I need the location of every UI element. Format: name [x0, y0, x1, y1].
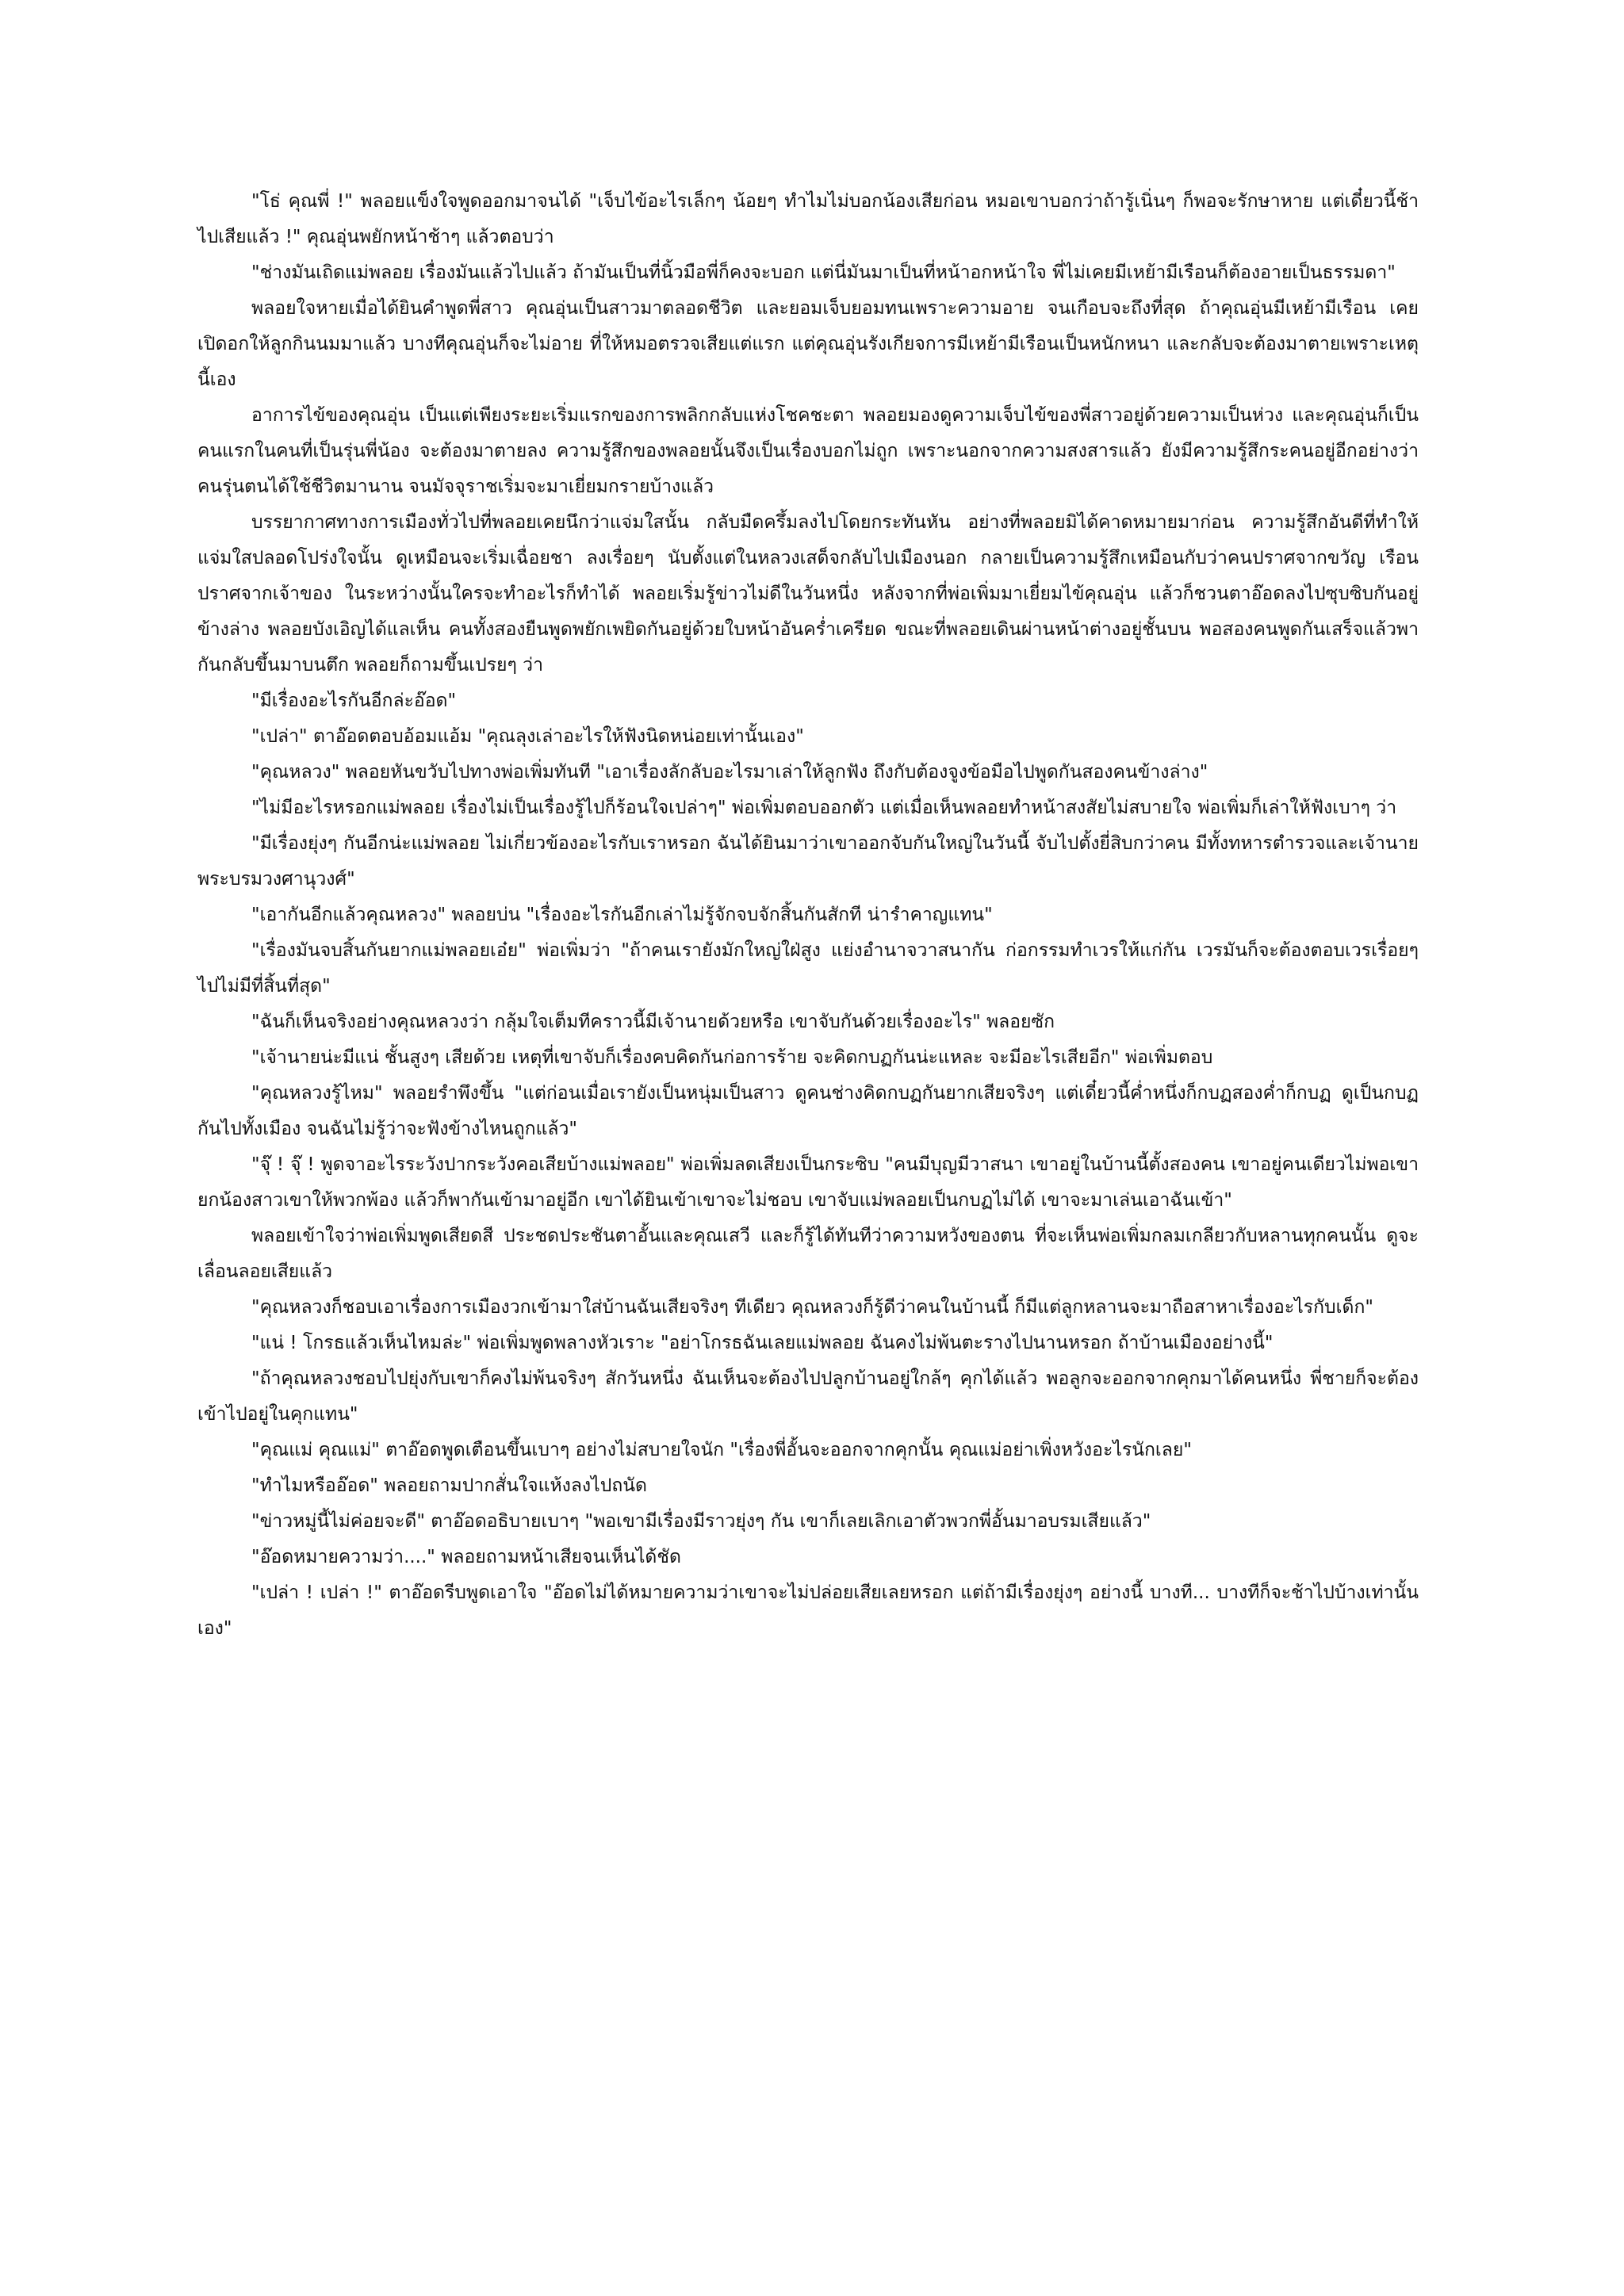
paragraph-9: "ไม่มีอะไรหรอกแม่พลอย เรื่องไม่เป็นเรื่องรู้ไปก็ร้อนใจเปล่าๆ" พ่อเพิ่มตอบออกตัว แต่เมื่อเห็นพลอยทำหน้าสงสัยไม่สบายใจ พ่อเพิ่มก็เล่าให้ฟังเบาๆ ว่า [251, 798, 1397, 818]
paragraph-8: "คุณหลวง" พลอยหันขวับไปทางพ่อเพิ่มทันที "เอาเรื่องลักลับอะไรมาเล่าให้ลูกฟัง ถึงกับต้องจูงข้อมือไปพูดกันสองคนข้างล่าง" [251, 762, 1208, 783]
paragraph-17: พลอยเข้าใจว่าพ่อเพิ่มพูดเสียดสี ประชดประชันตาอั้นและคุณเสวี และก็รู้ได้ทันทีว่าความหวังของตน ที่จะเห็นพ่อเพิ่มกลมเกลียวกับหลานทุกคนนั้น ดูจะเลื่อนลอยเสียแล้ว [197, 1226, 1419, 1282]
body-text [197, 184, 1419, 1647]
paragraph-3: พลอยใจหายเมื่อได้ยินคำพูดพี่สาว คุณอุ่นเป็นสาวมาตลอดชีวิต และยอมเจ็บยอมทนเพราะความอาย จนเกือบจะถึงที่สุด ถ้าคุณอุ่นมีเหย้ามีเรือน เคยเปิดอกให้ลูกกินนมมาแล้ว บางทีคุณอุ่นก็จะไม่อาย ที่ให้หมอตรวจเสียแต่แรก แต่คุณอุ่นรังเกียจการมีเหย้ามีเรือนเป็นหนักหนา และกลับจะต้องมาตายเพราะเหตุนี้เอง [197, 298, 1419, 390]
paragraph-6: "มีเรื่องอะไรกันอีกล่ะอ๊อด" [251, 691, 457, 711]
paragraph-18: "คุณหลวงก็ชอบเอาเรื่องการเมืองวกเข้ามาใส่บ้านฉันเสียจริงๆ ทีเดียว คุณหลวงก็รู้ดีว่าคนในบ้านนี้ ก็มีแต่ลูกหลานจะมาถือสาหาเรื่องอะไรกับเด็ก" [251, 1297, 1373, 1318]
paragraph-23: "ข่าวหมู่นี้ไม่ค่อยจะดี" ตาอ๊อดอธิบายเบาๆ "พอเขามีเรื่องมีราวยุ่งๆ กัน เขาก็เลยเลิกเอาตัวพวกพี่อั้นมาอบรมเสียแล้ว" [251, 1511, 1151, 1532]
paragraph-11: "เอากันอีกแล้วคุณหลวง" พลอยบ่น "เรื่องอะไรกันอีกเล่าไม่รู้จักจบจักสิ้นกันสักที น่ารำคาญแทน" [251, 905, 993, 925]
paragraph-16: "จุ๊ ! จุ๊ ! พูดจาอะไรระวังปากระวังคอเสียบ้างแม่พลอย" พ่อเพิ่มลดเสียงเป็นกระซิบ "คนมีบุญมีวาสนา เขาอยู่ในบ้านนี้ตั้งสองคน เขาอยู่คนเดียวไม่พอเขายกน้องสาวเขาให้พวกพ้อง แล้วก็พากันเข้ามาอยู่อีก เขาได้ยินเข้าเขาจะไม่ชอบ เขาจับแม่พลอยเป็นกบฏไม่ได้ เขาจะมาเล่นเอาฉันเข้า" [197, 1154, 1419, 1211]
paragraph-24: "อ๊อดหมายความว่า...." พลอยถามหน้าเสียจนเห็นได้ชัด [251, 1547, 681, 1567]
paragraph-10: "มีเรื่องยุ่งๆ กันอีกน่ะแม่พลอย ไม่เกี่ยวข้องอะไรกับเราหรอก ฉันได้ยินมาว่าเขาออกจับกันใหญ่ในวันนี้ จับไปตั้งยี่สิบกว่าคน มีทั้งทหารตำรวจและเจ้านายพระบรมวงศานุวงศ์" [197, 833, 1419, 890]
paragraph-19: "แน่ ! โกรธแล้วเห็นไหมล่ะ" พ่อเพิ่มพูดพลางหัวเราะ "อย่าโกรธฉันเลยแม่พลอย ฉันคงไม่พ้นตะรางไปนานหรอก ถ้าบ้านเมืองอย่างนี้" [251, 1333, 1274, 1353]
paragraph-5: บรรยากาศทางการเมืองทั่วไปที่พลอยเคยนึกว่าแจ่มใสนั้น กลับมืดครึ้มลงไปโดยกระทันหัน อย่างที่พลอยมิได้คาดหมายมาก่อน ความรู้สึกอันดีที่ทำให้แจ่มใสปลอดโปร่งใจนั้น ดูเหมือนจะเริ่มเฉื่อยชา ลงเรื่อยๆ นับตั้งแต่ในหลวงเสด็จกลับไปเมืองนอก กลายเป็นความรู้สึกเหมือนกับว่าคนปราศจากขวัญ เรือนปราศจากเจ้าของ ในระหว่างนั้นใครจะทำอะไรก็ทำได้ พลอยเริ่มรู้ข่าวไม่ดีในวันหนึ่ง หลังจากที่พ่อเพิ่มมาเยี่ยมไข้คุณอุ่น แล้วก็ชวนตาอ๊อดลงไปซุบซิบกันอยู่ข้างล่าง พลอยบังเอิญได้แลเห็น คนทั้งสองยืนพูดพยักเพยิดกันอยู่ด้วยใบหน้าอันคร่ำเครียด ขณะที่พลอยเดินผ่านหน้าต่างอยู่ชั้นบน พอสองคนพูดกันเสร็จแล้วพากันกลับขึ้นมาบนตึก พลอยก็ถามขึ้นเปรยๆ ว่า [197, 512, 1419, 675]
paragraph-13: "ฉันก็เห็นจริงอย่างคุณหลวงว่า กลุ้มใจเต็มทีคราวนี้มีเจ้านายด้วยหรือ เขาจับกันด้วยเรื่องอะไร" พลอยซัก [251, 1012, 1055, 1032]
paragraph-15: "คุณหลวงรู้ไหม" พลอยรำพึงขึ้น "แต่ก่อนเมื่อเรายังเป็นหนุ่มเป็นสาว ดูคนช่างคิดกบฏกันยากเสียจริงๆ แต่เดี๋ยวนี้ค่ำหนึ่งก็กบฏสองค่ำก็กบฏ ดูเป็นกบฏกันไปทั้งเมือง จนฉันไม่รู้ว่าจะฟังข้างไหนถูกแล้ว" [197, 1083, 1419, 1139]
paragraph-2: "ช่างมันเถิดแม่พลอย เรื่องมันแล้วไปแล้ว ถ้ามันเป็นที่นิ้วมือพี่ก็คงจะบอก แต่นี่มันมาเป็นที่หน้าอกหน้าใจ พี่ไม่เคยมีเหย้ามีเรือนก็ต้องอายเป็นธรรมดา" [251, 262, 1396, 283]
paragraph-25: "เปล่า ! เปล่า !" ตาอ๊อดรีบพูดเอาใจ "อ๊อดไม่ได้หมายความว่าเขาจะไม่ปล่อยเสียเลยหรอก แต่ถ้ามีเรื่องยุ่งๆ อย่างนี้ บางที... บางทีก็จะช้าไปบ้างเท่านั้นเอง" [197, 1582, 1419, 1639]
paragraph-4: อาการไข้ของคุณอุ่น เป็นแต่เพียงระยะเริ่มแรกของการพลิกกลับแห่งโชคชะตา พลอยมองดูความเจ็บไข้ของพี่สาวอยู่ด้วยความเป็นห่วง และคุณอุ่นก็เป็นคนแรกในคนที่เป็นรุ่นพี่น้อง จะต้องมาตายลง ความรู้สึกของพลอยนั้นจึงเป็นเรื่องบอกไม่ถูก เพราะนอกจากความสงสารแล้ว ยังมีความรู้สึกระคนอยู่อีกอย่างว่าคนรุ่นตนได้ใช้ชีวิตมานาน จนมัจจุราชเริ่มจะมาเยี่ยมกรายบ้างแล้ว [197, 405, 1419, 497]
paragraph-22: "ทำไมหรืออ๊อด" พลอยถามปากสั่นใจแห้งลงไปถนัด [251, 1475, 647, 1496]
paragraph-12: "เรื่องมันจบสิ้นกันยากแม่พลอยเอ๋ย" พ่อเพิ่มว่า "ถ้าคนเรายังมักใหญ่ใฝ่สูง แย่งอำนาจวาสนากัน ก่อกรรมทำเวรให้แก่กัน เวรมันก็จะต้องตอบเวรเรื่อยๆ ไปไม่มีที่สิ้นที่สุด" [197, 940, 1419, 997]
paragraph-7: "เปล่า" ตาอ๊อดตอบอ้อมแอ้ม "คุณลุงเล่าอะไรให้ฟังนิดหน่อยเท่านั้นเอง" [251, 726, 804, 747]
paragraph-21: "คุณแม่ คุณแม่" ตาอ๊อดพูดเตือนขึ้นเบาๆ อย่างไม่สบายใจนัก "เรื่องพี่อั้นจะออกจากคุกนั้น คุณแม่อย่าเพิ่งหวังอะไรนักเลย" [251, 1440, 1192, 1460]
paragraph-1: "โธ่ คุณพี่ !" พลอยแข็งใจพูดออกมาจนได้ "เจ็บไข้อะไรเล็กๆ น้อยๆ ทำไมไม่บอกน้องเสียก่อน หมอเขาบอกว่าถ้ารู้เนิ่นๆ ก็พอจะรักษาหาย แต่เดี๋ยวนี้ช้าไปเสียแล้ว !" คุณอุ่นพยักหน้าช้าๆ แล้วตอบว่า [197, 191, 1419, 247]
paragraph-14: "เจ้านายน่ะมีแน่ ชั้นสูงๆ เสียด้วย เหตุที่เขาจับก็เรื่องคบคิดกันก่อการร้าย จะคิดกบฏกันน่ะแหละ จะมีอะไรเสียอีก" พ่อเพิ่มตอบ [251, 1047, 1213, 1068]
paragraph-20: "ถ้าคุณหลวงชอบไปยุ่งกับเขาก็คงไม่พ้นจริงๆ สักวันหนึ่ง ฉันเห็นจะต้องไปปลูกบ้านอยู่ใกล้ๆ คุกได้แล้ว พอลูกจะออกจากคุกมาได้คนหนึ่ง พี่ชายก็จะต้องเข้าไปอยู่ในคุกแทน" [197, 1368, 1419, 1425]
